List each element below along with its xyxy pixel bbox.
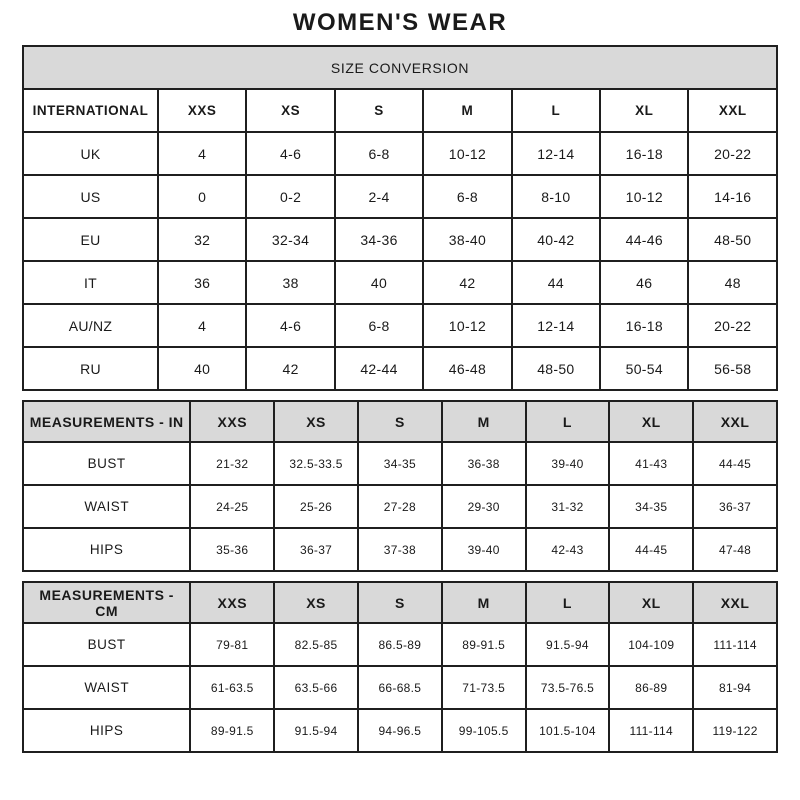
table-banner-row [23, 46, 777, 89]
column-header-cell: S [358, 582, 442, 623]
value-cell: 50-54 [600, 347, 688, 390]
value-cell: 34-36 [335, 218, 423, 261]
row-header-label: INTERNATIONAL [23, 89, 158, 132]
value-cell: 14-16 [688, 175, 777, 218]
column-header-cell: XS [246, 89, 334, 132]
row-label-cell: HIPS [23, 709, 190, 752]
column-header-cell: M [442, 582, 526, 623]
value-cell: 4 [158, 132, 246, 175]
row-label-cell: WAIST [23, 666, 190, 709]
value-cell: 20-22 [688, 132, 777, 175]
table-row [23, 623, 777, 666]
page-title: WOMEN'S WEAR [292, 9, 508, 36]
value-cell: 24-25 [190, 485, 274, 528]
column-header-row [23, 582, 777, 623]
row-label-cell: WAIST [23, 485, 190, 528]
table-row [23, 304, 777, 347]
row-label-cell: AU/NZ [23, 304, 158, 347]
table-row [23, 666, 777, 709]
value-cell: 6-8 [423, 175, 511, 218]
value-cell: 91.5-94 [526, 623, 610, 666]
value-cell: 104-109 [609, 623, 693, 666]
value-cell: 89-91.5 [190, 709, 274, 752]
value-cell: 36-37 [693, 485, 777, 528]
value-cell: 63.5-66 [274, 666, 358, 709]
value-cell: 66-68.5 [358, 666, 442, 709]
value-cell: 2-4 [335, 175, 423, 218]
value-cell: 99-105.5 [442, 709, 526, 752]
value-cell: 29-30 [442, 485, 526, 528]
value-cell: 61-63.5 [190, 666, 274, 709]
column-header-cell: XS [274, 582, 358, 623]
value-cell: 12-14 [512, 304, 600, 347]
value-cell: 0-2 [246, 175, 334, 218]
column-header-cell: M [423, 89, 511, 132]
value-cell: 4 [158, 304, 246, 347]
column-header-cell: L [512, 89, 600, 132]
value-cell: 48-50 [688, 218, 777, 261]
row-label-cell: EU [23, 218, 158, 261]
value-cell: 37-38 [358, 528, 442, 571]
row-label-cell: HIPS [23, 528, 190, 571]
value-cell: 32 [158, 218, 246, 261]
table-row [23, 175, 777, 218]
value-cell: 40 [335, 261, 423, 304]
column-header-row [23, 89, 777, 132]
table-row [23, 442, 777, 485]
value-cell: 6-8 [335, 132, 423, 175]
value-cell: 16-18 [600, 132, 688, 175]
value-cell: 4-6 [246, 132, 334, 175]
value-cell: 42-44 [335, 347, 423, 390]
value-cell: 44-46 [600, 218, 688, 261]
value-cell: 34-35 [358, 442, 442, 485]
value-cell: 20-22 [688, 304, 777, 347]
column-header-cell: XS [274, 401, 358, 442]
value-cell: 91.5-94 [274, 709, 358, 752]
value-cell: 34-35 [609, 485, 693, 528]
table-row [23, 261, 777, 304]
value-cell: 12-14 [512, 132, 600, 175]
row-label-cell: RU [23, 347, 158, 390]
value-cell: 44-45 [693, 442, 777, 485]
value-cell: 101.5-104 [526, 709, 610, 752]
value-cell: 32-34 [246, 218, 334, 261]
column-header-cell: XL [600, 89, 688, 132]
row-label-cell: UK [23, 132, 158, 175]
column-header-cell: XL [609, 582, 693, 623]
value-cell: 42-43 [526, 528, 610, 571]
value-cell: 36-37 [274, 528, 358, 571]
value-cell: 81-94 [693, 666, 777, 709]
column-header-cell: L [526, 582, 610, 623]
value-cell: 35-36 [190, 528, 274, 571]
value-cell: 42 [423, 261, 511, 304]
value-cell: 86-89 [609, 666, 693, 709]
value-cell: 46-48 [423, 347, 511, 390]
value-cell: 10-12 [423, 304, 511, 347]
row-label-cell: IT [23, 261, 158, 304]
value-cell: 4-6 [246, 304, 334, 347]
table-row [23, 218, 777, 261]
value-cell: 10-12 [423, 132, 511, 175]
value-cell: 79-81 [190, 623, 274, 666]
value-cell: 48 [688, 261, 777, 304]
value-cell: 27-28 [358, 485, 442, 528]
value-cell: 6-8 [335, 304, 423, 347]
value-cell: 47-48 [693, 528, 777, 571]
table-row [23, 709, 777, 752]
row-header-label: MEASUREMENTS - IN [23, 401, 190, 442]
value-cell: 8-10 [512, 175, 600, 218]
value-cell: 36 [158, 261, 246, 304]
value-cell: 38-40 [423, 218, 511, 261]
column-header-cell: S [358, 401, 442, 442]
value-cell: 39-40 [442, 528, 526, 571]
value-cell: 71-73.5 [442, 666, 526, 709]
column-header-cell: M [442, 401, 526, 442]
value-cell: 42 [246, 347, 334, 390]
measurements-in-table [22, 400, 778, 572]
value-cell: 86.5-89 [358, 623, 442, 666]
table-gap [22, 572, 778, 581]
table-row [23, 528, 777, 571]
value-cell: 21-32 [190, 442, 274, 485]
table-gap [22, 391, 778, 400]
value-cell: 32.5-33.5 [274, 442, 358, 485]
value-cell: 119-122 [693, 709, 777, 752]
row-label-cell: BUST [23, 623, 190, 666]
value-cell: 94-96.5 [358, 709, 442, 752]
column-header-cell: XXS [190, 582, 274, 623]
column-header-row [23, 401, 777, 442]
table-row [23, 132, 777, 175]
row-label-cell: BUST [23, 442, 190, 485]
value-cell: 111-114 [609, 709, 693, 752]
table-banner: SIZE CONVERSION [23, 46, 777, 89]
value-cell: 48-50 [512, 347, 600, 390]
column-header-cell: XXS [158, 89, 246, 132]
value-cell: 56-58 [688, 347, 777, 390]
column-header-cell: XL [609, 401, 693, 442]
value-cell: 82.5-85 [274, 623, 358, 666]
size-conversion-table [22, 45, 778, 391]
table-row [23, 347, 777, 390]
value-cell: 0 [158, 175, 246, 218]
value-cell: 73.5-76.5 [526, 666, 610, 709]
value-cell: 89-91.5 [442, 623, 526, 666]
column-header-cell: XXL [693, 582, 777, 623]
column-header-cell: XXL [693, 401, 777, 442]
value-cell: 39-40 [526, 442, 610, 485]
column-header-cell: L [526, 401, 610, 442]
value-cell: 38 [246, 261, 334, 304]
value-cell: 40-42 [512, 218, 600, 261]
column-header-cell: S [335, 89, 423, 132]
column-header-cell: XXL [688, 89, 777, 132]
value-cell: 16-18 [600, 304, 688, 347]
column-header-cell: XXS [190, 401, 274, 442]
value-cell: 46 [600, 261, 688, 304]
value-cell: 44-45 [609, 528, 693, 571]
value-cell: 44 [512, 261, 600, 304]
row-label-cell: US [23, 175, 158, 218]
value-cell: 10-12 [600, 175, 688, 218]
value-cell: 31-32 [526, 485, 610, 528]
value-cell: 111-114 [693, 623, 777, 666]
row-header-label: MEASUREMENTS - CM [23, 582, 190, 623]
table-row [23, 485, 777, 528]
value-cell: 40 [158, 347, 246, 390]
value-cell: 25-26 [274, 485, 358, 528]
value-cell: 36-38 [442, 442, 526, 485]
measurements-cm-table [22, 581, 778, 753]
value-cell: 41-43 [609, 442, 693, 485]
